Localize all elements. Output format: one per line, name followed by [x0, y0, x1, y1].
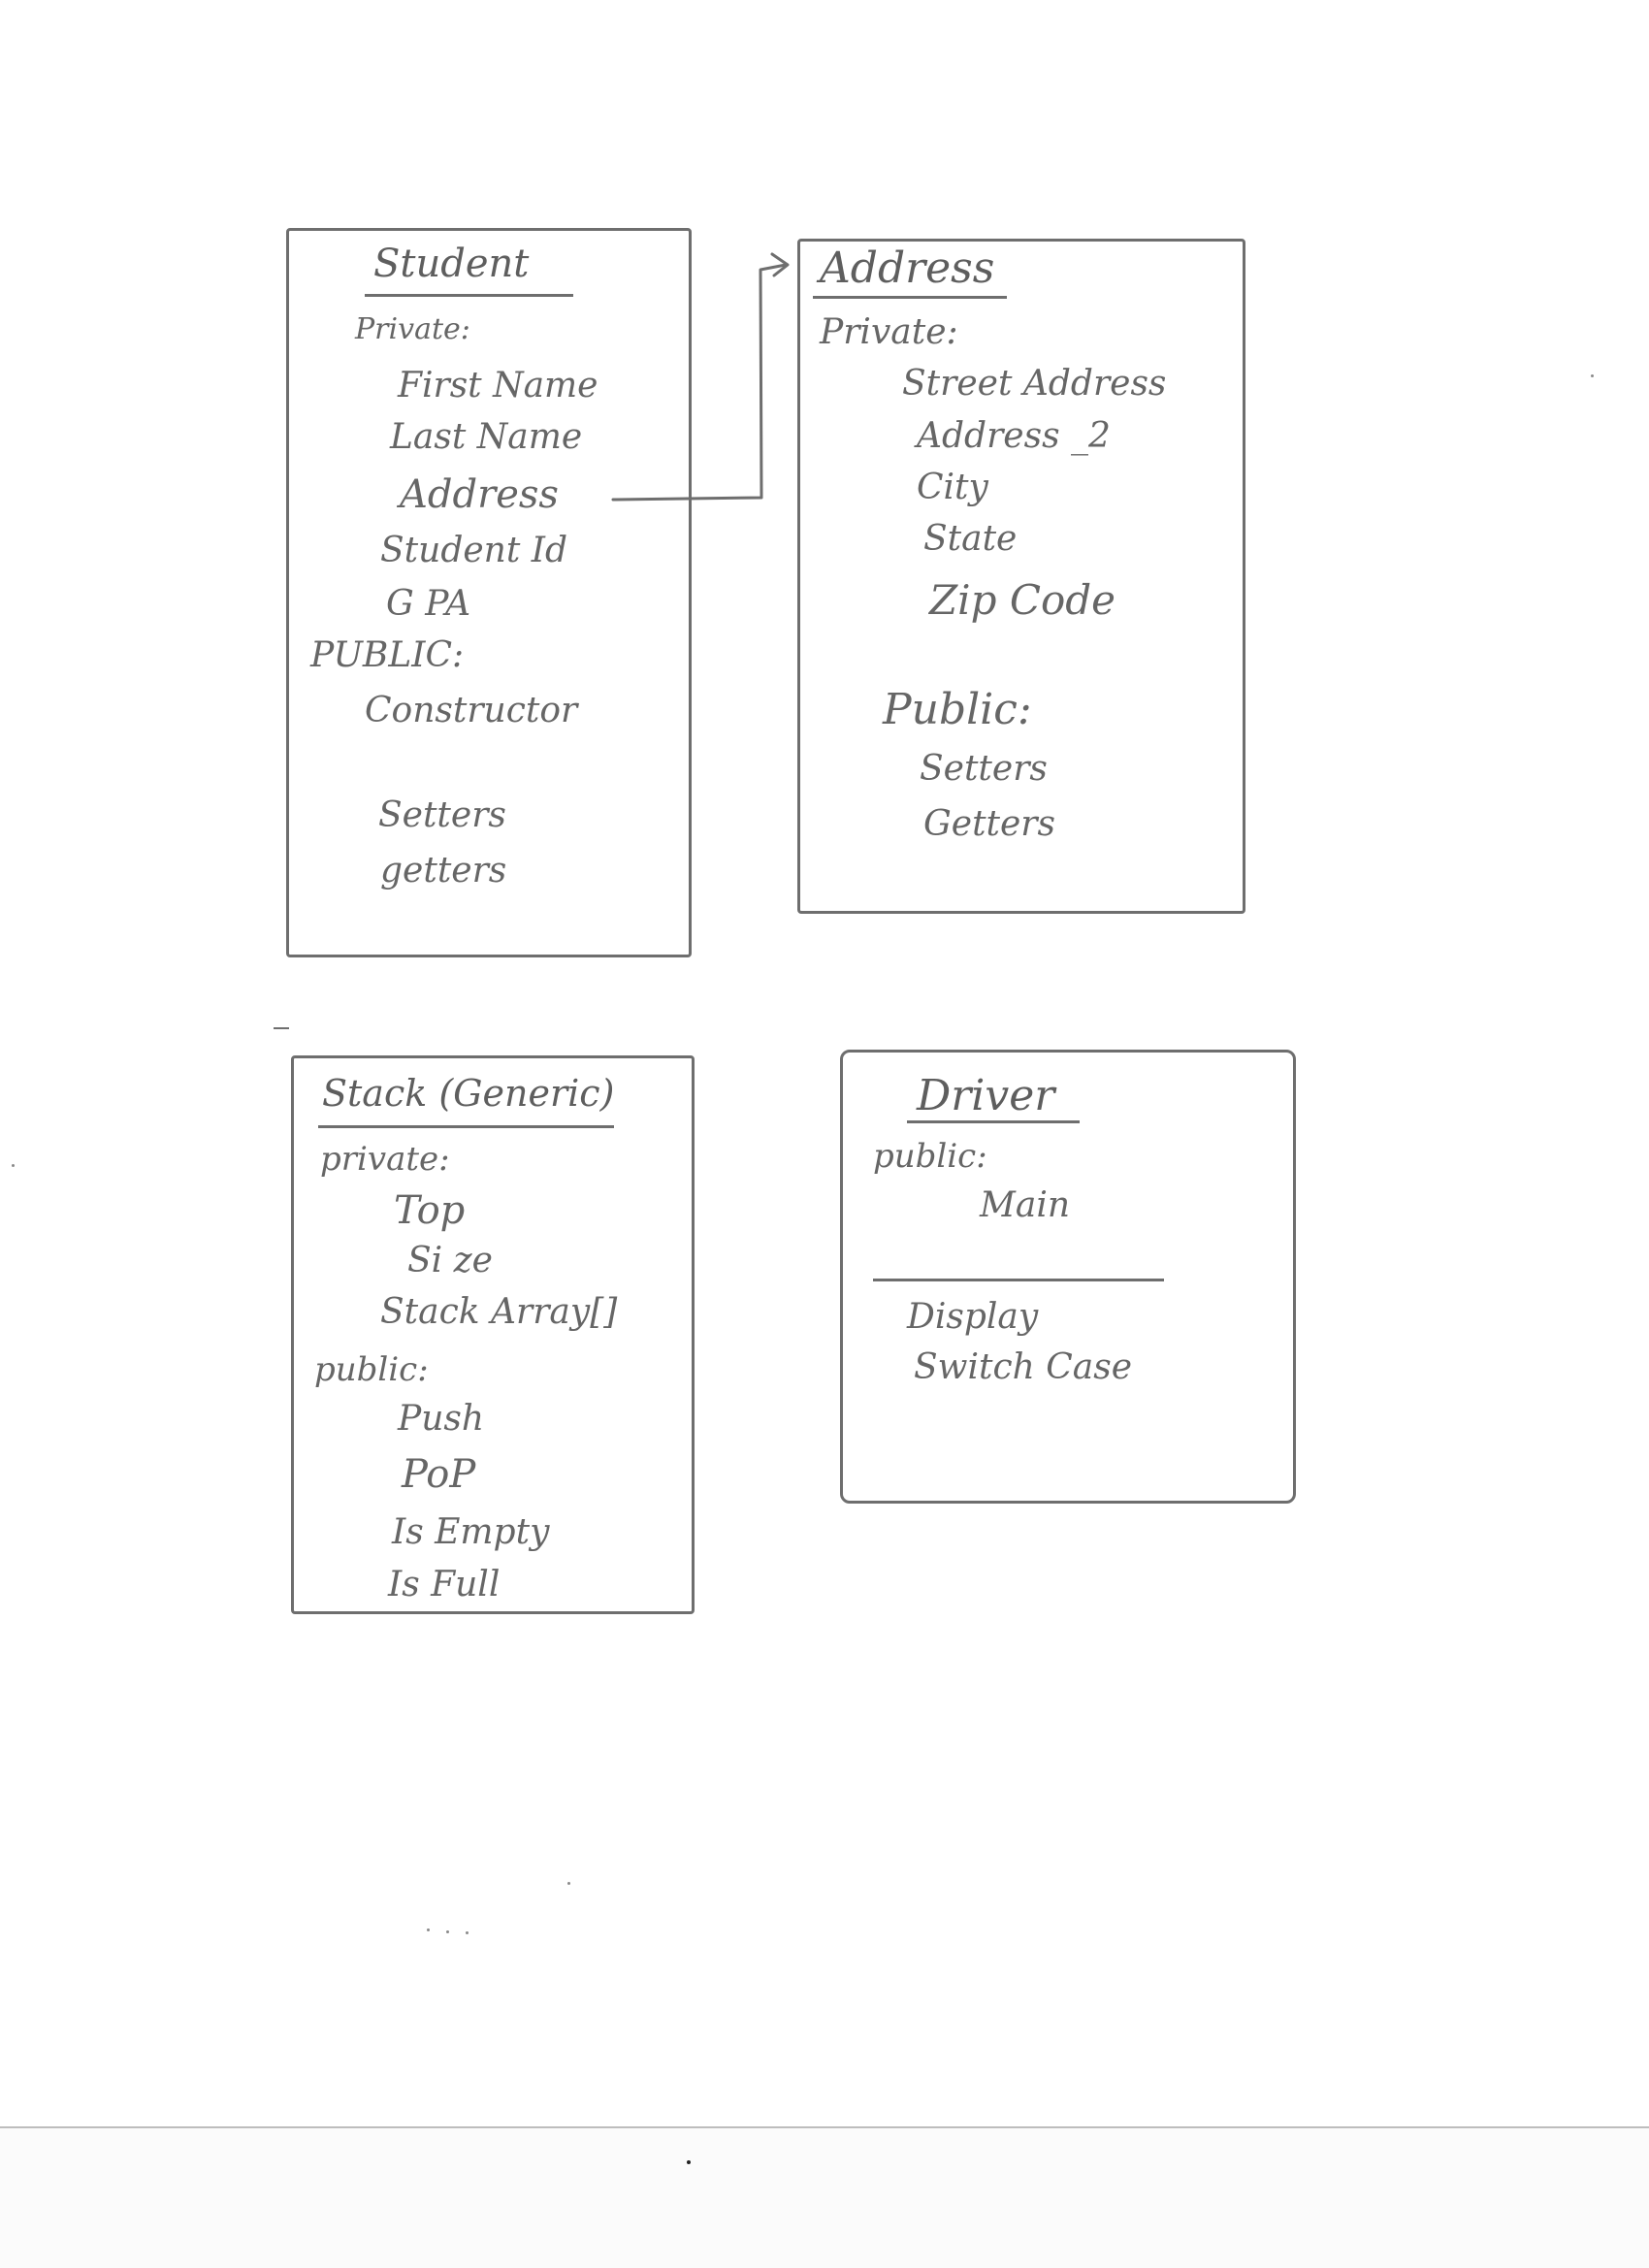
driver-member-switch-case: Switch Case — [914, 1347, 1133, 1387]
driver-section-divider — [873, 1279, 1164, 1281]
stack-member-is-full: Is Full — [388, 1565, 501, 1604]
address-public-label: Public: — [883, 685, 1032, 734]
student-title-underline — [365, 294, 573, 297]
stack-member-stack-array: Stack Array[] — [380, 1292, 618, 1332]
stack-public-label: public: — [314, 1350, 429, 1389]
student-member-getters: getters — [380, 851, 507, 891]
student-member-constructor: Constructor — [365, 691, 578, 730]
address-title-underline — [813, 296, 1007, 299]
driver-class-title: Driver — [917, 1071, 1055, 1120]
scan-speck — [446, 1930, 449, 1933]
address-member-address-2: Address _2 — [917, 416, 1111, 456]
stack-title-underline — [318, 1125, 614, 1128]
stack-member-push: Push — [398, 1399, 485, 1439]
address-member-street-address: Street Address — [902, 364, 1167, 404]
student-member-setters: Setters — [378, 795, 506, 835]
student-member-first-name: First Name — [398, 366, 598, 405]
student-member-student-id: Student Id — [380, 531, 568, 570]
stack-member-size: Si ze — [407, 1241, 493, 1280]
stack-member-pop: PoP — [402, 1452, 476, 1497]
scanner-background — [0, 2128, 1649, 2268]
stack-private-label: private: — [320, 1140, 450, 1179]
scan-speck — [567, 1882, 570, 1885]
stack-member-top: Top — [394, 1188, 466, 1233]
driver-member-main: Main — [980, 1185, 1071, 1225]
address-member-zip-code: Zip Code — [929, 576, 1116, 624]
student-member-gpa: G PA — [386, 584, 471, 624]
address-member-state: State — [923, 519, 1018, 559]
scan-speck — [1591, 374, 1594, 377]
scan-speck — [12, 1164, 15, 1167]
student-private-label: Private: — [355, 312, 470, 346]
scan-speck — [427, 1928, 430, 1931]
address-private-label: Private: — [820, 312, 958, 352]
address-class-title: Address — [820, 243, 995, 293]
address-member-setters: Setters — [920, 749, 1048, 789]
driver-title-underline — [907, 1120, 1080, 1123]
scan-speck — [466, 1931, 469, 1934]
student-public-label: PUBLIC: — [310, 635, 465, 675]
stack-class-title: Stack (Generic) — [322, 1072, 615, 1115]
student-class-title: Student — [373, 242, 530, 286]
student-class-box — [286, 228, 692, 957]
driver-public-label: public: — [873, 1137, 987, 1176]
driver-class-box — [840, 1050, 1296, 1504]
driver-member-display: Display — [907, 1297, 1039, 1337]
student-member-address: Address — [400, 472, 559, 517]
stack-member-is-empty: Is Empty — [392, 1512, 550, 1552]
scan-speck — [687, 2160, 691, 2164]
address-member-city: City — [917, 468, 988, 507]
student-member-last-name: Last Name — [390, 417, 583, 457]
address-member-getters: Getters — [923, 804, 1055, 844]
